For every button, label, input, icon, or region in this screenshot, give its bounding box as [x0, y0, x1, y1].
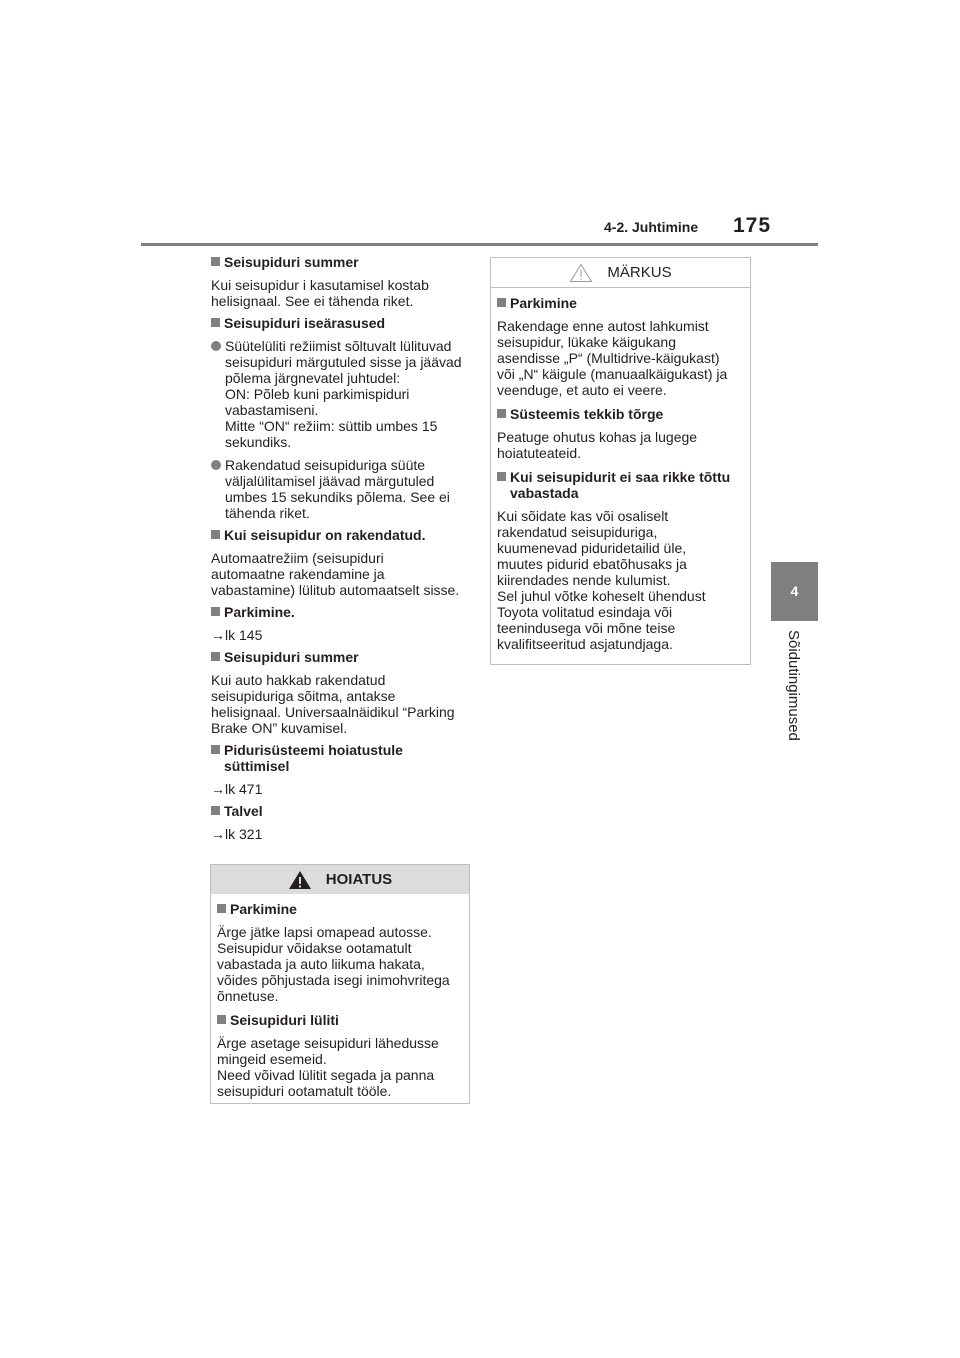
notice-header	[491, 258, 750, 288]
section-heading	[211, 315, 473, 331]
section-body: Ärge jätke lapsi omapead autosse. Seisupidur võidakse ootamatult vabastada ja auto liikuma hakata, võides põhjustada isegi inimohvritega õnnetuse.	[217, 924, 450, 1004]
chapter-label: Sõidutingimused	[785, 630, 802, 741]
square-bullet-icon	[497, 298, 506, 307]
section-heading	[497, 295, 744, 311]
section-body: Peatuge ohutus kohas ja lugege hoiatuteateid.	[497, 429, 698, 461]
section-body: Automaatrežiim (seisupiduri automaatne rakendamine ja vabastamine) lülitub automaatselt sisse.	[211, 550, 460, 598]
section-body: Kui seisupidur i kasutamisel kostab helisignaal. See ei tähenda riket.	[211, 277, 429, 309]
section-heading-text: Seisupiduri summer	[224, 649, 359, 665]
section-heading	[211, 803, 473, 819]
section	[211, 527, 473, 598]
section-heading	[497, 469, 744, 501]
header-section-title: 4-2. Juhtimine	[604, 219, 699, 235]
section-heading-text: Seisupiduri lüliti	[230, 1012, 339, 1028]
section-heading-text: Kui seisupidurit ei saa rikke tõttu vabastada	[510, 469, 731, 501]
section-heading-text: Parkimine	[510, 295, 577, 311]
round-bullet-icon	[211, 341, 221, 351]
section-body: Rakendage enne autost lahkumist seisupidur, lükake käigukang asendisse „P“ (Multidrive-käigukast) või „N“ käigule (manuaalkäigukast) ja veenduge, et auto ei veere.	[497, 318, 728, 398]
section-heading	[211, 604, 473, 620]
left-column	[211, 254, 473, 848]
section-heading	[211, 742, 473, 774]
page-number: 175	[733, 214, 772, 237]
warning-header	[211, 865, 469, 894]
section-body: Kui auto hakkab rakendatud seisupiduriga sõitma, antakse helisignaal. Universaalnäidikul “Parking Brake ON” kuvamisel.	[211, 672, 455, 736]
section-heading-text: Talvel	[224, 803, 263, 819]
section-heading	[217, 1012, 463, 1028]
section-body: →lk 471	[211, 781, 263, 797]
bullet-text: Süütelüliti režiimist sõltuvalt lülituvad seisupiduri märgutuled sisse ja jäävad põlema järgnevatel juhtudel: ON: Põleb kuni parkimispiduri vabastamiseni. Mitte “ON“ režiim: süttib umbes 15 sekundiks.	[225, 338, 462, 450]
section	[211, 315, 473, 521]
warning-body	[211, 894, 469, 1115]
notice-body	[491, 288, 750, 668]
square-bullet-icon	[497, 472, 506, 481]
bullet-text: Rakendatud seisupiduriga süüte väljalülitamisel jäävad märgutuled umbes 15 sekundiks põlema. See ei tähenda riket.	[225, 457, 450, 521]
warning-triangle-icon	[288, 870, 312, 890]
section	[497, 469, 744, 652]
section-heading-text: Kui seisupidur on rakendatud.	[224, 527, 426, 543]
section-body: Ärge asetage seisupiduri lähedusse mingeid esemeid. Need võivad lülitit segada ja panna seisupiduri ootamatult tööle.	[217, 1035, 439, 1099]
header-rule	[141, 243, 818, 246]
square-bullet-icon	[217, 1015, 226, 1024]
section-heading	[211, 254, 473, 270]
square-bullet-icon	[211, 745, 220, 754]
square-bullet-icon	[211, 652, 220, 661]
square-bullet-icon	[211, 530, 220, 539]
section-heading-text: Pidurisüsteemi hoiatustule süttimisel	[224, 742, 403, 774]
bullet-item	[211, 457, 473, 521]
section	[217, 901, 463, 1004]
bullet-item	[211, 338, 473, 450]
section-heading-text: Seisupiduri iseärasused	[224, 315, 386, 331]
section-heading	[211, 527, 473, 543]
square-bullet-icon	[217, 904, 226, 913]
section	[497, 295, 744, 398]
caution-triangle-icon	[569, 263, 593, 283]
section	[497, 406, 744, 461]
notice-box	[490, 257, 751, 665]
chapter-tab[interactable]: 4	[771, 562, 818, 621]
square-bullet-icon	[211, 318, 220, 327]
notice-title: MÄRKUS	[607, 263, 672, 281]
section	[217, 1012, 463, 1099]
section	[211, 649, 473, 736]
warning-title: HOIATUS	[325, 870, 393, 888]
section-heading-text: Parkimine.	[224, 604, 295, 620]
section	[211, 803, 473, 842]
square-bullet-icon	[497, 409, 506, 418]
warning-box	[210, 864, 470, 1104]
section	[211, 254, 473, 309]
square-bullet-icon	[211, 607, 220, 616]
section-heading-text: Seisupiduri summer	[224, 254, 359, 270]
section-body: →lk 145	[211, 627, 263, 643]
section-heading-text: Parkimine	[230, 901, 297, 917]
round-bullet-icon	[211, 460, 221, 470]
section-heading-text: Süsteemis tekkib tõrge	[510, 406, 664, 422]
section-heading	[497, 406, 744, 422]
section-heading	[217, 901, 463, 917]
section	[211, 742, 473, 797]
section-heading	[211, 649, 473, 665]
square-bullet-icon	[211, 806, 220, 815]
section-body: →lk 321	[211, 826, 263, 842]
square-bullet-icon	[211, 257, 220, 266]
section	[211, 604, 473, 643]
section-body: Kui sõidate kas või osaliselt rakendatud seisupiduriga, kuumenevad piduridetailid üle, muutes pidurid ebatõhusaks ja kiirendades nende kulumist. Sel juhul võtke koheselt ühendust Toyota volitatud esindaja või teenindusega või mõne teise kvalifitseeritud asjatundjaga.	[497, 508, 706, 652]
